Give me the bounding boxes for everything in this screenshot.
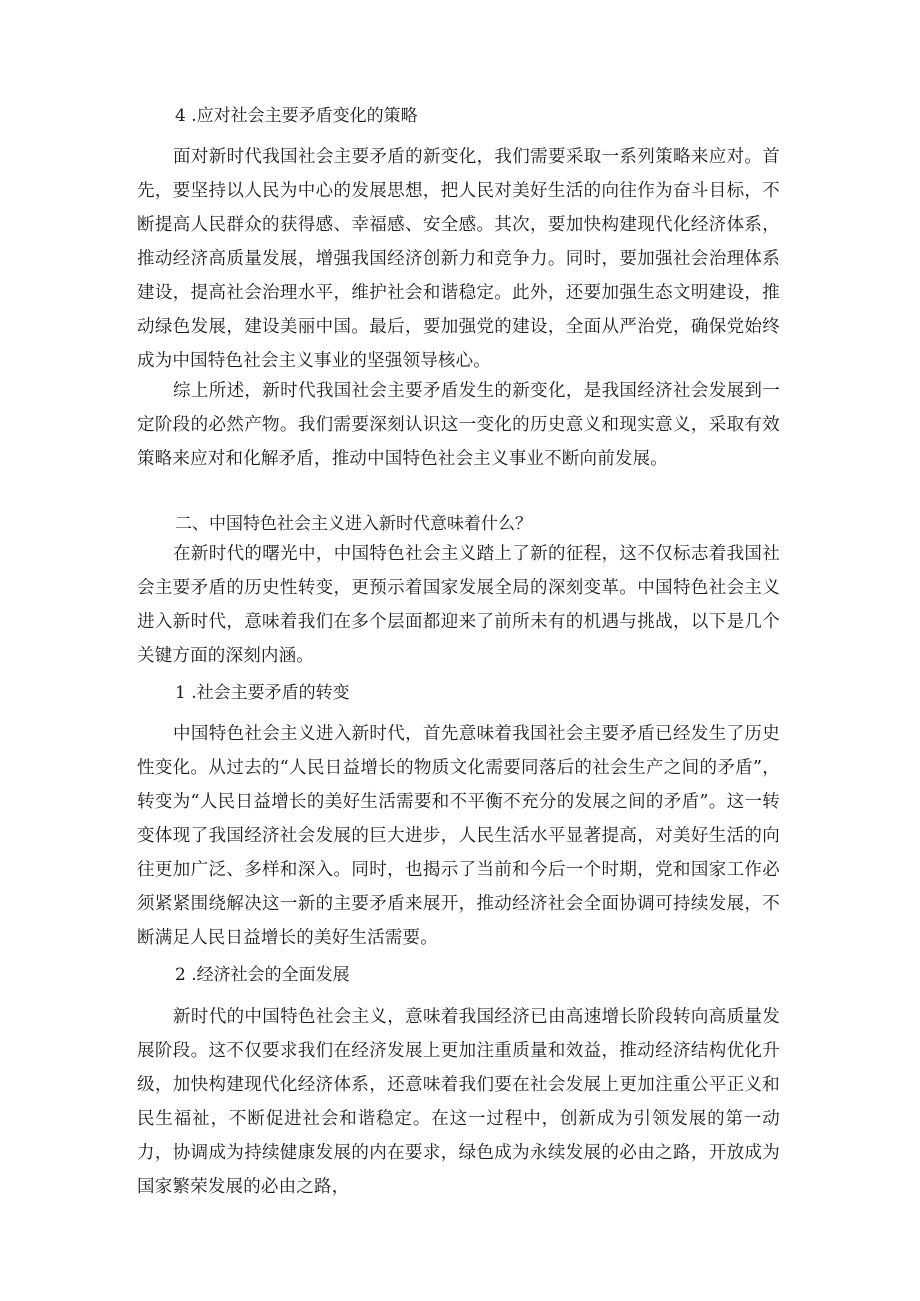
subsection-heading-4: 4 .应对社会主要矛盾变化的策略 [175,106,418,126]
paragraph-new-era-intro: 在新时代的曙光中，中国特色社会主义踏上了新的征程，这不仅标志着我国社会主要矛盾的历史性转变，更预示着国家发展全局的深刻变革。中国特色社会主义进入新时代，意味着我们在多个层面都迎来了前所未有的机遇与挑战，以下是几个关键方面的深刻内涵。 [137,544,780,666]
paragraph-economic-development: 新时代的中国特色社会主义，意味着我国经济已由高速增长阶段转向高质量发展阶段。这不仅要求我们在经济发展上更加注重质量和效益，推动经济结构优化升级，加快构建现代化经济体系，还意味着我们要在社会发展上更加注重公平正义和民生福祉，不断促进社会和谐稳定。在这一过程中，创新成为引领发展的第一动力，协调成为持续健康发展的内在要求，绿色成为永续发展的必由之路，开放成为国家繁荣发展的必由之路， [137,1007,780,1197]
paragraph-contradiction-change: 中国特色社会主义进入新时代，首先意味着我国社会主要矛盾已经发生了历史性变化。从过去的“人民日益增长的物质文化需要同落后的社会生产之间的矛盾”，转变为“人民日益增长的美好生活需要和不平衡不充分的发展之间的矛盾”。这一转变体现了我国经济社会发展的巨大进步，人民生活水平显著提高，对美好生活的向往更加广泛、多样和深入。同时，也揭示了当前和今后一个时期，党和国家工作必须紧紧围绕解决这一新的主要矛盾来展开，推动经济社会全面协调可持续发展，不断满足人民日益增长的美好生活需要。 [137,724,780,948]
paragraph-summary: 综上所述，新时代我国社会主要矛盾发生的新变化，是我国经济社会发展到一定阶段的必然产物。我们需要深刻认识这一变化的历史意义和现实意义，采取有效策略来应对和化解矛盾，推动中国特色社会主义事业不断向前发展。 [137,381,780,469]
subsection-heading-2: 2 .经济社会的全面发展 [175,965,350,985]
section-heading-2: 二、中国特色社会主义进入新时代意味着什么？ [175,514,532,534]
subsection-heading-1: 1 .社会主要矛盾的转变 [175,683,350,703]
paragraph-strategies: 面对新时代我国社会主要矛盾的新变化，我们需要采取一系列策略来应对。首先，要坚持以人民为中心的发展思想，把人民对美好生活的向往作为奋斗目标，不断提高人民群众的获得感、幸福感、安全感。其次，要加快构建现代化经济体系，推动经济高质量发展，增强我国经济创新力和竞争力。同时，要加强社会治理体系建设，提高社会治理水平，维护社会和谐稳定。此外，还要加强生态文明建设，推动绿色发展，建设美丽中国。最后，要加强党的建设，全面从严治党，确保党始终成为中国特色社会主义事业的坚强领导核心。 [137,147,780,371]
